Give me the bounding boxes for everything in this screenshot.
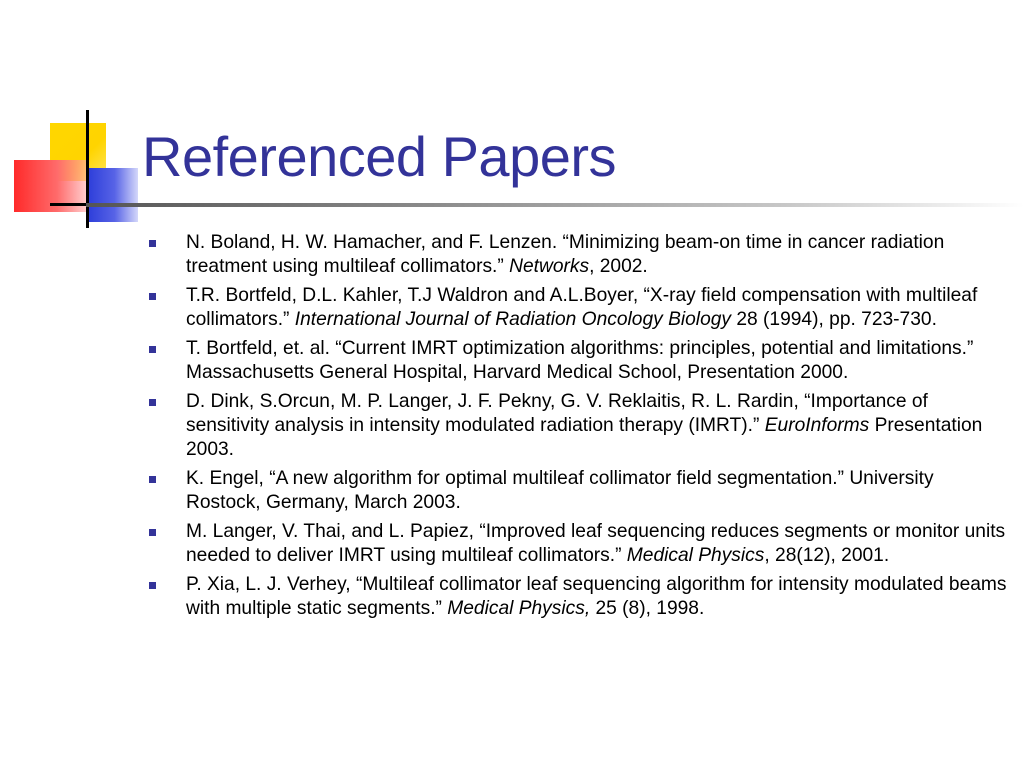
reference-list bbox=[148, 231, 1008, 626]
bullet-square-icon bbox=[149, 529, 156, 536]
reference-text bbox=[186, 285, 977, 330]
reference-item bbox=[148, 520, 1008, 568]
reference-text bbox=[186, 391, 982, 460]
reference-text-main: M. Langer, V. Thai, and L. Papiez, “Improved leaf sequencing reduces segments or monitor units needed to deliver IMRT using multileaf collimators.” bbox=[186, 521, 1006, 566]
logo-vertical-line bbox=[86, 110, 89, 228]
reference-text-tail: 25 (8), 1998. bbox=[590, 598, 705, 619]
reference-text-tail: 28 (1994), pp. 723-730. bbox=[731, 309, 937, 330]
reference-journal: Networks bbox=[509, 256, 590, 277]
bullet-square-icon bbox=[149, 240, 156, 247]
bullet-square-icon bbox=[149, 346, 156, 353]
reference-text bbox=[186, 521, 1005, 566]
reference-journal: Medical Physics, bbox=[447, 598, 591, 619]
reference-text bbox=[186, 338, 973, 383]
reference-text-tail: Presentation 2003. bbox=[186, 415, 983, 460]
reference-journal: EuroInforms bbox=[764, 415, 870, 436]
reference-text-main: T. Bortfeld, et. al. “Current IMRT optimization algorithms: principles, potential and limitations.” Massachusetts General Hospital, Harvard Medical School, Presentation 2000. bbox=[186, 338, 974, 383]
bullet-square-icon bbox=[149, 293, 156, 300]
title-underline-rule bbox=[86, 203, 1024, 207]
bullet-square-icon bbox=[149, 399, 156, 406]
reference-text-main: P. Xia, L. J. Verhey, “Multileaf collimator leaf sequencing algorithm for intensity modulated beams with multiple static segments.” bbox=[186, 574, 1007, 619]
reference-text bbox=[186, 232, 944, 277]
reference-text bbox=[186, 574, 1007, 619]
reference-text-main: T.R. Bortfeld, D.L. Kahler, T.J Waldron and A.L.Boyer, “X-ray field compensation with multileaf collimators.” bbox=[186, 285, 978, 330]
reference-journal: International Journal of Radiation Oncology Biology bbox=[294, 309, 732, 330]
reference-item bbox=[148, 284, 1008, 332]
logo-blue-square bbox=[86, 168, 138, 222]
bullet-square-icon bbox=[149, 476, 156, 483]
reference-item bbox=[148, 337, 1008, 385]
reference-text-main: N. Boland, H. W. Hamacher, and F. Lenzen. “Minimizing beam-on time in cancer radiation treatment using multileaf collimators.” bbox=[186, 232, 945, 277]
reference-text-tail: , 28(12), 2001. bbox=[764, 545, 890, 566]
reference-item bbox=[148, 390, 1008, 462]
reference-journal: Medical Physics bbox=[626, 545, 765, 566]
reference-text-main: D. Dink, S.Orcun, M. P. Langer, J. F. Pekny, G. V. Reklaitis, R. L. Rardin, “Importance of sensitivity analysis in intensity modulated radiation therapy (IMRT).” bbox=[186, 391, 928, 436]
reference-text-tail: , 2002. bbox=[589, 256, 648, 277]
reference-item bbox=[148, 231, 1008, 279]
bullet-square-icon bbox=[149, 582, 156, 589]
reference-item bbox=[148, 573, 1008, 621]
slide-title: Referenced Papers bbox=[142, 125, 617, 188]
reference-item bbox=[148, 467, 1008, 515]
reference-text bbox=[186, 468, 934, 513]
reference-text-main: K. Engel, “A new algorithm for optimal multileaf collimator field segmentation.” University Rostock, Germany, March 2003. bbox=[186, 468, 934, 513]
